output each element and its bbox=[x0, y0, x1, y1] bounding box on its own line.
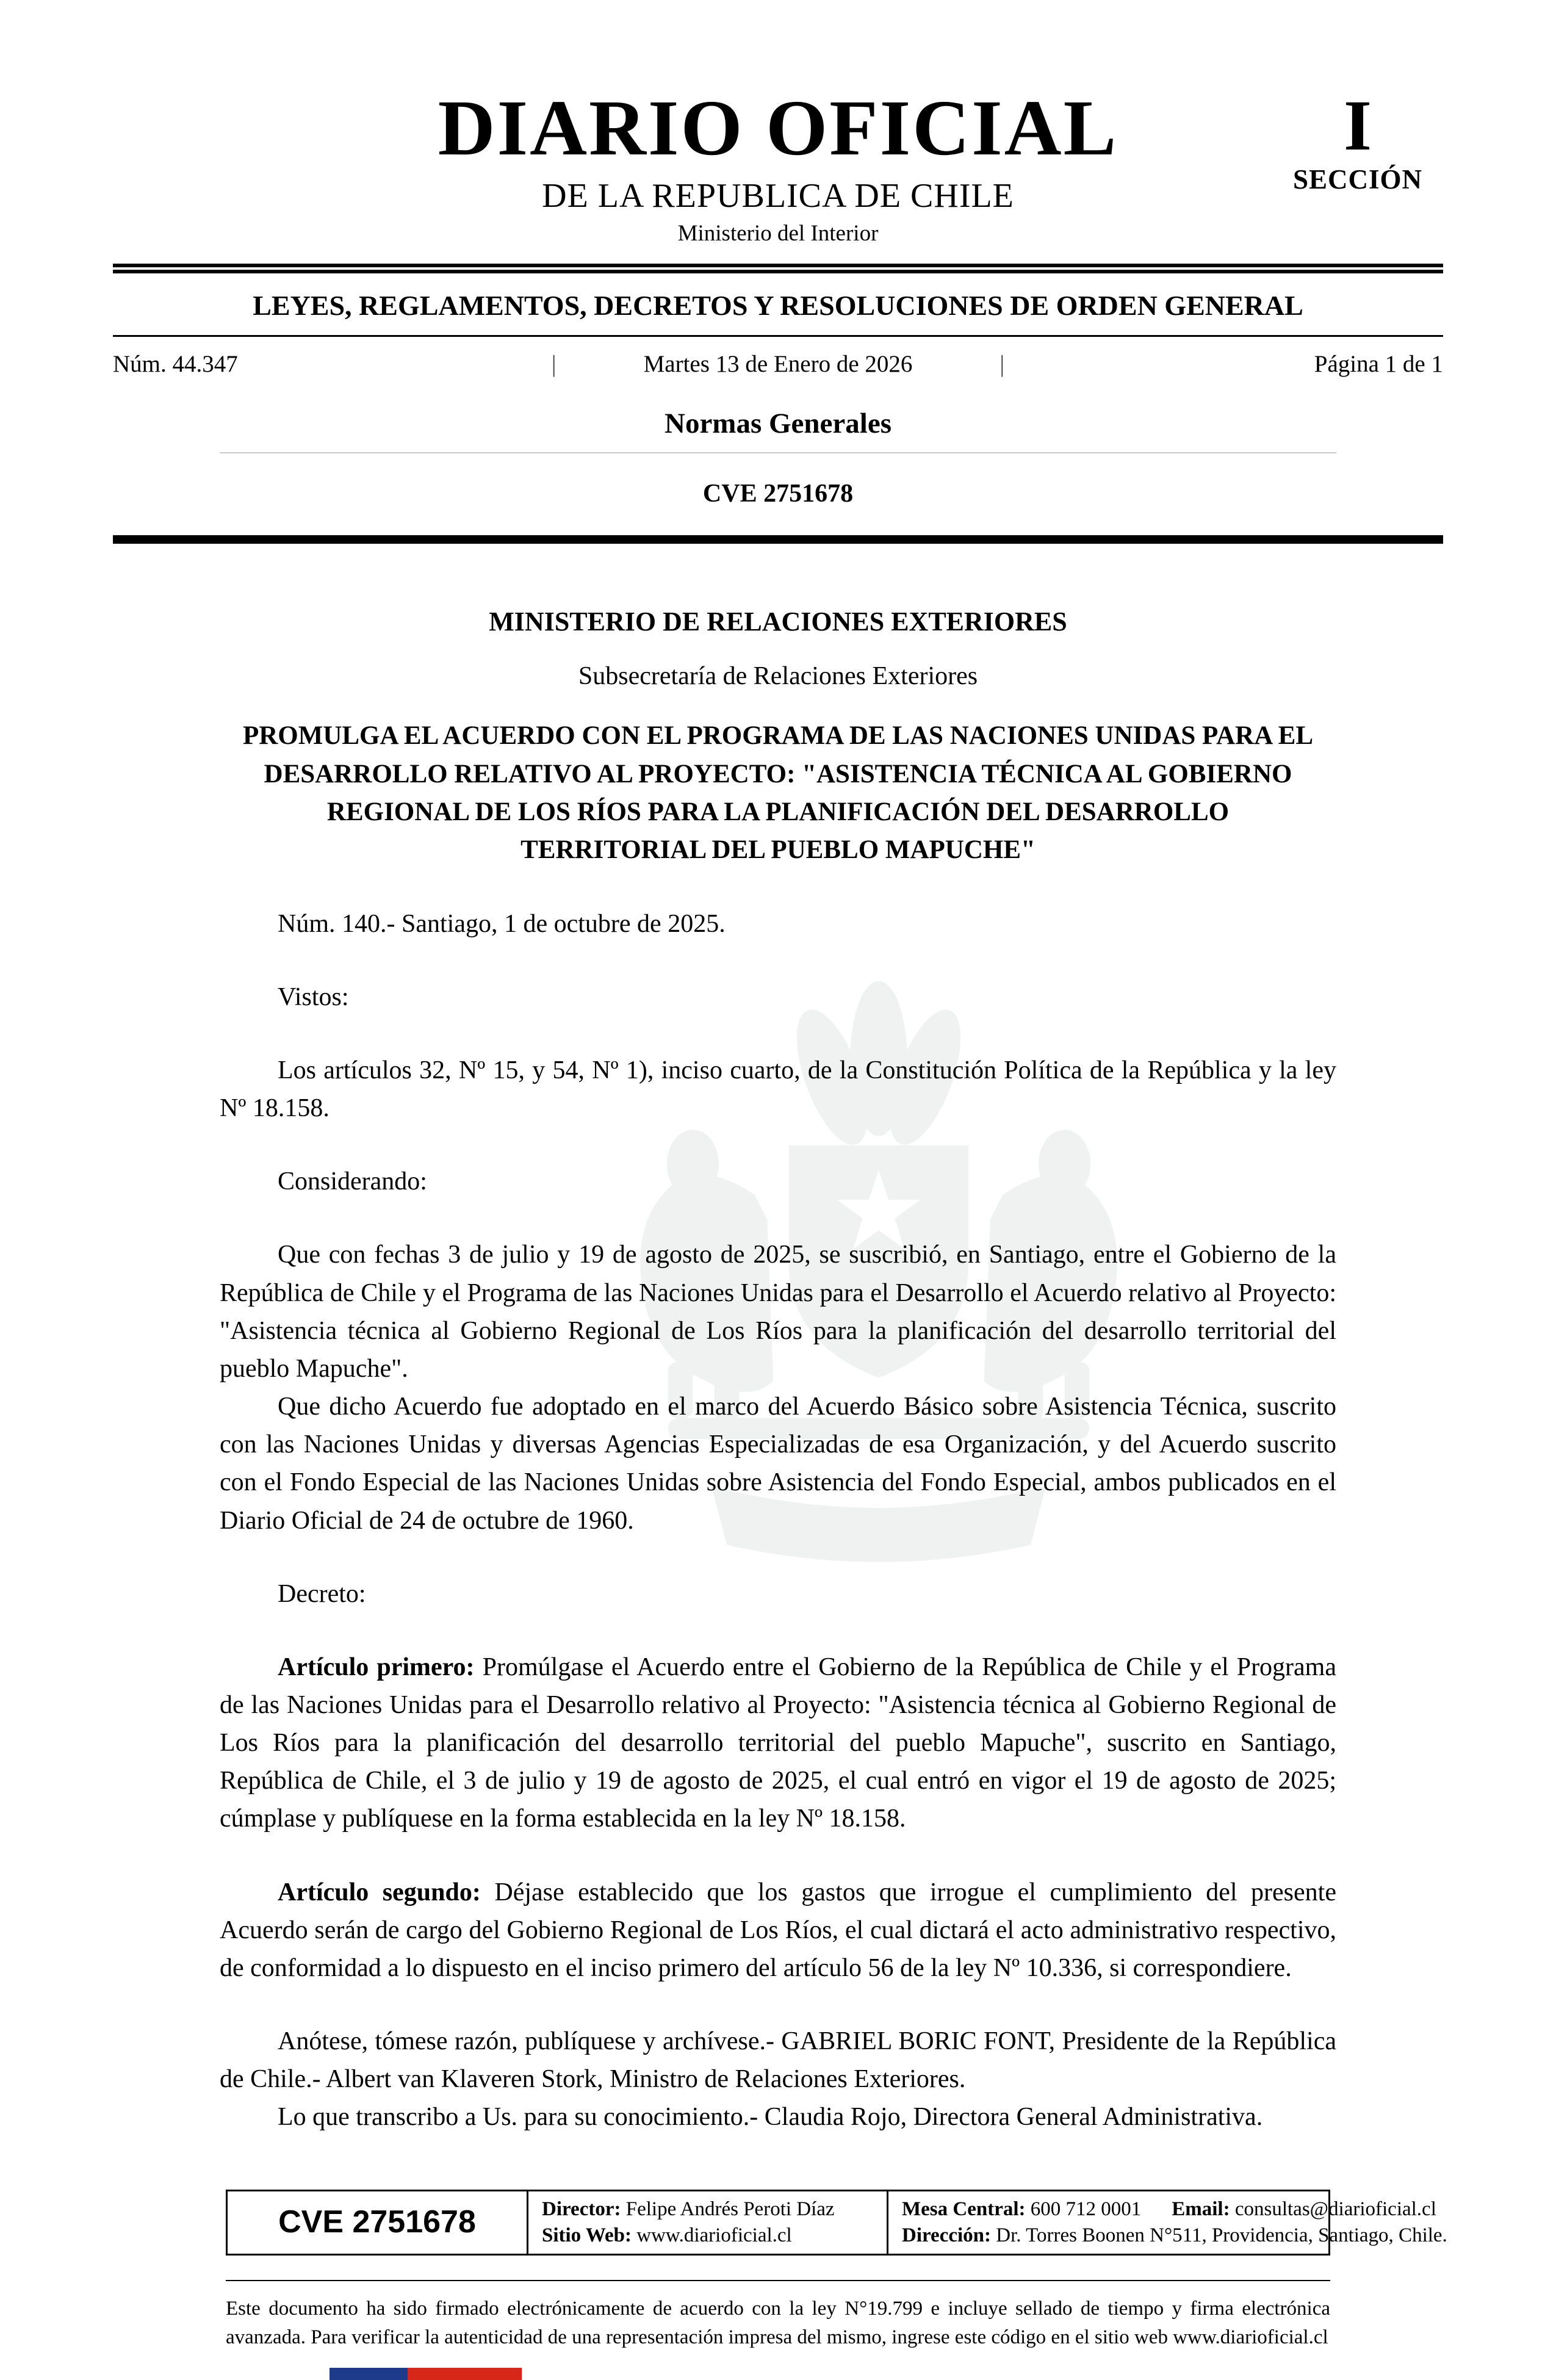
header-double-rule bbox=[113, 264, 1443, 273]
normas-generales-heading: Normas Generales bbox=[665, 408, 891, 439]
color-bar-blue-segment bbox=[330, 2368, 408, 2380]
decree-body bbox=[220, 602, 1336, 2137]
footer-info-box bbox=[226, 2190, 1447, 2256]
page-indicator: Página 1 de 1 bbox=[1314, 351, 1443, 377]
footer-rule bbox=[226, 2280, 1330, 2281]
closing-paragraph-1: Anótese, tómese razón, publíquese y archívese.- GABRIEL BORIC FONT, Presidente de la República de Chile.- Albert van Klaveren Stork, Ministro de Relaciones Exteriores. bbox=[220, 2027, 1336, 2094]
signature-color-bar bbox=[330, 2368, 522, 2380]
mesa-central-value: 600 712 0001 bbox=[1025, 2198, 1142, 2220]
ministry-heading: MINISTERIO DE RELACIONES EXTERIORES bbox=[489, 607, 1067, 636]
issue-meta-row bbox=[113, 350, 1443, 378]
sitio-web-label: Sitio Web: bbox=[542, 2224, 632, 2246]
sitio-web-value: www.diarioficial.cl bbox=[632, 2224, 792, 2246]
banner-rule bbox=[113, 335, 1443, 337]
articulo-segundo-label: Artículo segundo: bbox=[278, 1878, 481, 1906]
normas-rule bbox=[220, 452, 1336, 453]
legal-notice: Este documento ha sido firmado electrónicamente de acuerdo con la ley N°19.799 e incluye sellado de tiempo y firma electrónica avanzada. Para verificar la autenticidad de una representación impresa del mismo, ingrese este código en el sitio web www.diarioficial.cl bbox=[226, 2297, 1330, 2348]
subsecretaria-heading: Subsecretaría de Relaciones Exteriores bbox=[578, 662, 978, 691]
direccion-label: Dirección: bbox=[902, 2224, 992, 2246]
cve-heading: CVE 2751678 bbox=[702, 480, 854, 508]
publication-ministry: Ministerio del Interior bbox=[677, 221, 879, 246]
issue-date: Martes 13 de Enero de 2026 bbox=[643, 351, 913, 377]
meta-separator: | bbox=[1000, 351, 1005, 377]
email-value: consultas@diarioficial.cl bbox=[1230, 2198, 1436, 2220]
header-banner: LEYES, REGLAMENTOS, DECRETOS Y RESOLUCIONES DE ORDEN GENERAL bbox=[253, 290, 1303, 321]
decree-title: PROMULGA EL ACUERDO CON EL PROGRAMA DE LAS NACIONES UNIDAS PARA EL DESARROLLO RELATIVO AL PROYECTO: "ASISTENCIA TÉCNICA AL GOBIERNO REGIONAL DE LOS RÍOS PARA LA PLANIFICACIÓN DEL DESARROLLO TERRITORIAL DEL PUEBLO MAPUCHE" bbox=[242, 721, 1314, 865]
section-block bbox=[1278, 85, 1437, 195]
articulo-primero-label: Artículo primero: bbox=[278, 1653, 475, 1681]
vistos-label: Vistos: bbox=[278, 983, 349, 1011]
articulo-primero-text: Promúlgase el Acuerdo entre el Gobierno de la República de Chile y el Programa de las Naciones Unidas para el Desarrollo relativo al Proyecto: "Asistencia técnica al Gobierno Regional de Los Ríos para la planificación del desarrollo territorial del pueblo Mapuche", suscrito en Santiago, República de Chile, el 3 de julio y 19 de agosto de 2025, el cual entró en vigor el 19 de agosto de 2025; cúmplase y publíquese en la forma establecida en la ley Nº 18.158. bbox=[220, 1653, 1336, 1833]
mesa-central-label: Mesa Central: bbox=[902, 2198, 1026, 2220]
decree-number-line: Núm. 140.- Santiago, 1 de octubre de 2025. bbox=[278, 909, 726, 938]
articulo-segundo-paragraph bbox=[220, 1873, 1336, 1987]
email-label: Email: bbox=[1172, 2198, 1230, 2220]
considerando-paragraph-2: Que dicho Acuerdo fue adoptado en el marco del Acuerdo Básico sobre Asistencia Técnica, suscrito con las Naciones Unidas y diversas Agencias Especializadas de esa Organización, y del Acuerdo suscrito con el Fondo Especial de las Naciones Unidas sobre Asistencia del Fondo Especial, ambos publicados en el Diario Oficial de 24 de octubre de 1960. bbox=[220, 1393, 1336, 1535]
publication-title: DIARIO OFICIAL bbox=[438, 84, 1118, 172]
closing-paragraph-2: Lo que transcribo a Us. para su conocimiento.- Claudia Rojo, Directora General Administrativa. bbox=[278, 2103, 1263, 2132]
masthead bbox=[113, 0, 1443, 247]
articulo-primero-paragraph bbox=[220, 1648, 1336, 1838]
articulo-segundo-text: Déjase establecido que los gastos que irrogue el cumplimiento del presente Acuerdo serán de cargo del Gobierno Regional de Los Ríos, el cual dictará el acto administrativo respectivo, de conformidad a lo dispuesto en el inciso primero del artículo 56 de la ley Nº 10.336, si correspondiere. bbox=[220, 1878, 1336, 1982]
issue-number: Núm. 44.347 bbox=[113, 351, 238, 377]
footer-director-cell bbox=[527, 2191, 887, 2254]
meta-separator: | bbox=[551, 351, 556, 377]
section-roman-numeral: I bbox=[1344, 85, 1372, 165]
director-label: Director: bbox=[542, 2198, 621, 2220]
direccion-value: Dr. Torres Boonen N°511, Providencia, Santiago, Chile. bbox=[991, 2224, 1447, 2246]
footer-contact-cell bbox=[887, 2191, 1461, 2254]
page-footer bbox=[226, 2190, 1447, 2380]
vistos-paragraph: Los artículos 32, Nº 15, y 54, Nº 1), inciso cuarto, de la Constitución Política de la República y la ley Nº 18.158. bbox=[220, 1056, 1336, 1123]
decreto-label: Decreto: bbox=[278, 1579, 366, 1608]
considerando-label: Considerando: bbox=[278, 1167, 427, 1196]
section-label: SECCIÓN bbox=[1292, 164, 1423, 195]
director-value: Felipe Andrés Peroti Díaz bbox=[621, 2198, 835, 2220]
footer-cve: CVE 2751678 bbox=[278, 2204, 476, 2240]
considerando-paragraph-1: Que con fechas 3 de julio y 19 de agosto de 2025, se suscribió, en Santiago, entre el Gobierno de la República de Chile y el Programa de las Naciones Unidas para el Desarrollo el Acuerdo relativo al Proyecto: "Asistencia técnica al Gobierno Regional de Los Ríos para la planificación del desarrollo territorial del pueblo Mapuche". bbox=[220, 1241, 1336, 1383]
publication-subtitle: DE LA REPUBLICA DE CHILE bbox=[542, 177, 1014, 215]
section-double-rule bbox=[113, 535, 1443, 544]
color-bar-red-segment bbox=[408, 2368, 522, 2380]
